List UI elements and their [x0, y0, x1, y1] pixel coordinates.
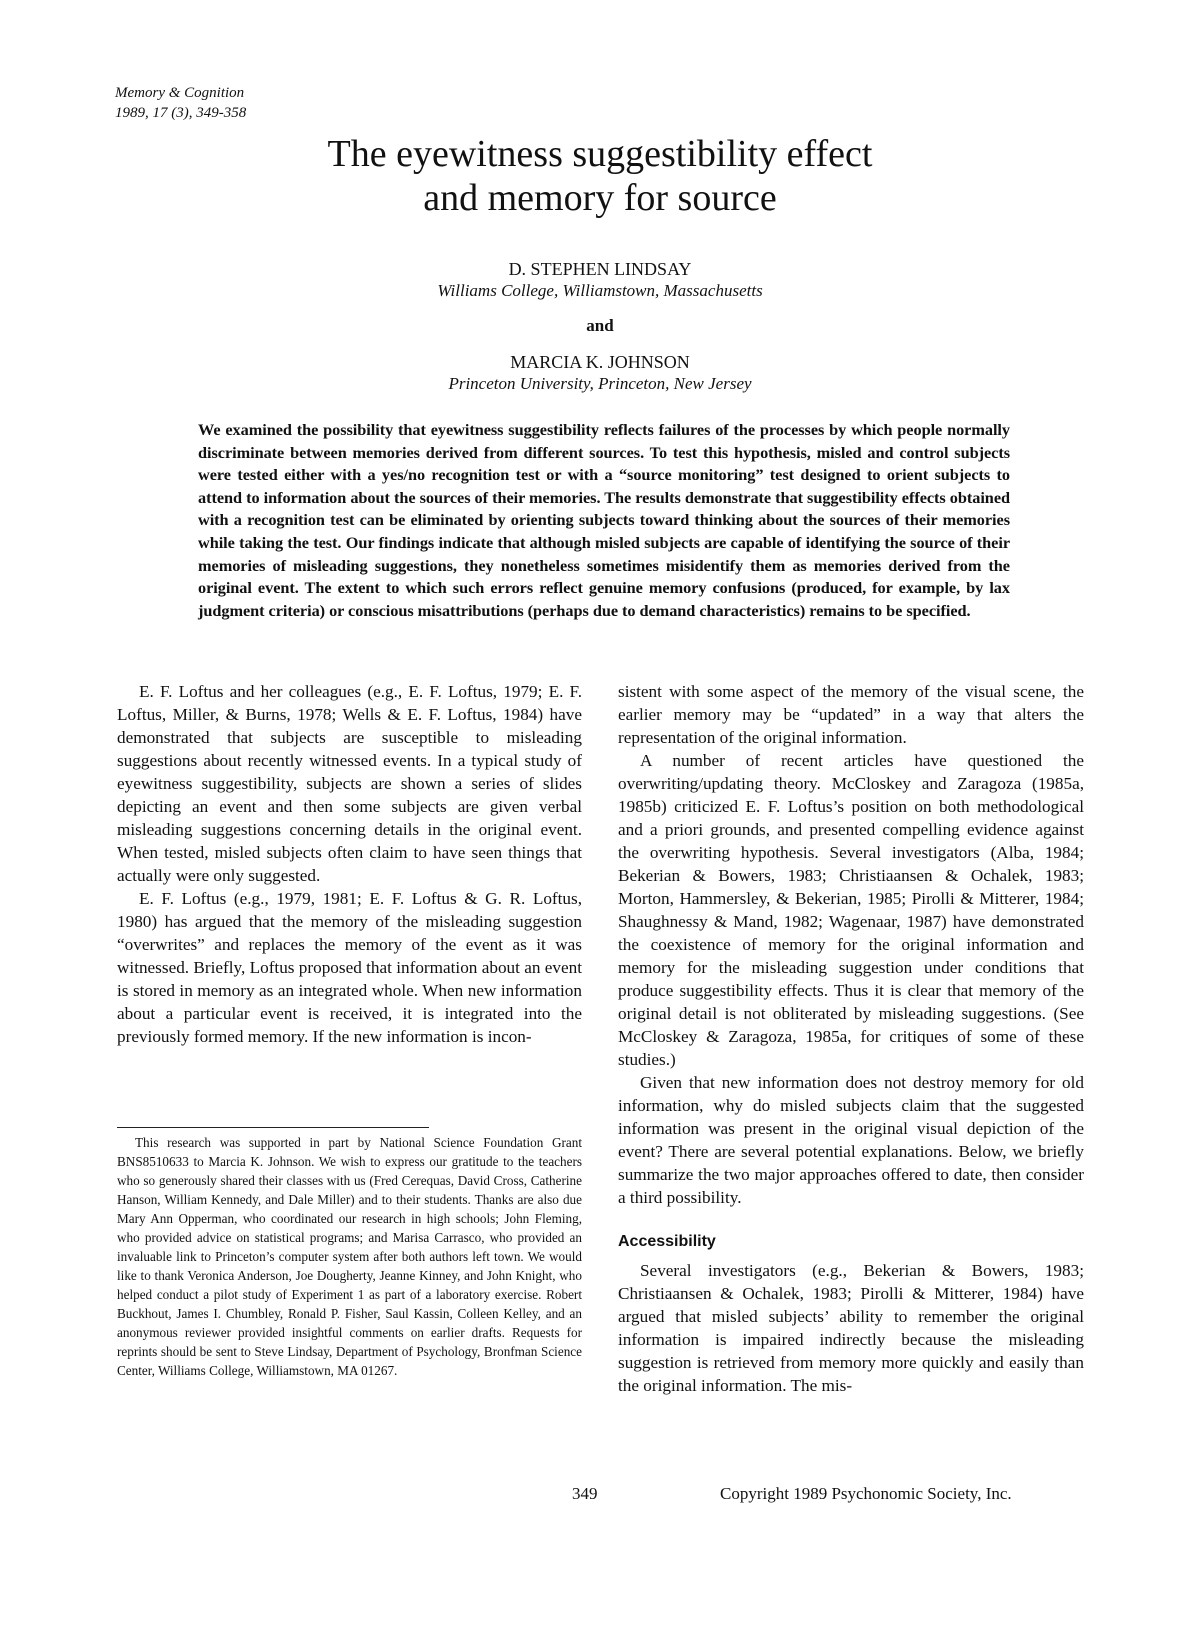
author-conjunction: and	[586, 316, 614, 335]
journal-header	[115, 83, 246, 123]
paper-title	[180, 132, 1020, 220]
footnote-divider	[117, 1127, 429, 1128]
body-paragraph: E. F. Loftus (e.g., 1979, 1981; E. F. Loftus & G. R. Loftus, 1980) has argued that the memory of the misleading suggestion “overwrites” and replaces the memory of the event as it was witnessed. Briefly, Loftus proposed that information about an event is stored in memory as an integrated whole. When new information about a particular event is received, it is integrated into the previously formed memory. If the new information is incon-	[117, 889, 582, 1046]
author-affiliation-1: Williams College, Williamstown, Massachusetts	[437, 281, 763, 300]
body-column-right	[618, 680, 1084, 1397]
body-paragraph: A number of recent articles have questioned the overwriting/updating theory. McCloskey and Zaragoza (1985a, 1985b) criticized E. F. Loftus’s position on both methodological and a priori grounds, and presented compelling evidence against the overwriting hypothesis. Several investigators (Alba, 1984; Bekerian & Bowers, 1983; Christiaansen & Ochalek, 1983; Morton, Hammersley, & Bekerian, 1985; Pirolli & Mitterer, 1984; Shaughnessy & Mand, 1982; Wagenaar, 1987) have demonstrated the coexistence of memory for the original information and memory for the misleading suggestion under conditions that produce suggestibility effects. Thus it is clear that memory of the original detail is not obliterated by misleading suggestions. (See McCloskey & Zaragoza, 1985a, for critiques of some of these studies.)	[618, 751, 1084, 1069]
author-name-2: MARCIA K. JOHNSON	[510, 352, 690, 372]
title-line-1: The eyewitness suggestibility effect	[327, 133, 873, 175]
journal-name: Memory & Cognition	[115, 85, 245, 101]
author-name-1: D. STEPHEN LINDSAY	[508, 259, 692, 279]
title-line-2: and memory for source	[423, 177, 777, 219]
body-paragraph: E. F. Loftus and her colleagues (e.g., E. F. Loftus, 1979; E. F. Loftus, Miller, & Burns, 1978; Wells & E. F. Loftus, 1984) have demonstrated that subjects are susceptible to misleading suggestions about recently witnessed events. In a typical study of eyewitness suggestibility, subjects are shown a series of slides depicting an event and then some subjects are given verbal misleading suggestions concerning details in the original event. When tested, misled subjects often claim to have seen things that actually were only suggested.	[117, 682, 582, 885]
section-heading: Accessibility	[618, 1233, 716, 1250]
author-affiliation-2: Princeton University, Princeton, New Jersey	[448, 374, 752, 393]
author-block	[250, 258, 950, 395]
journal-citation: 1989, 17 (3), 349-358	[115, 105, 247, 121]
copyright-notice: Copyright 1989 Psychonomic Society, Inc.	[720, 1484, 1012, 1503]
body-paragraph: Several investigators (e.g., Bekerian & Bowers, 1983; Christiaansen & Ochalek, 1983; Pirolli & Mitterer, 1984) have argued that misled subjects’ ability to remember the original information is impaired indirectly because the misleading suggestion is retrieved from memory more quickly and easily than the original information. The mis-	[618, 1261, 1084, 1395]
body-paragraph: Given that new information does not destroy memory for old information, why do misled subjects claim that the suggested information was present in the original visual depiction of the event? There are several potential explanations. Below, we briefly summarize the two major approaches offered to date, then consider a third possibility.	[618, 1073, 1084, 1207]
body-paragraph: sistent with some aspect of the memory of the visual scene, the earlier memory may be “updated” in a way that alters the representation of the original information.	[618, 682, 1084, 747]
abstract: We examined the possibility that eyewitness suggestibility reflects failures of the processes by which people normally discriminate between memories derived from different sources. To test this hypothesis, misled and control subjects were tested either with a yes/no recognition test or with a “source monitoring” test designed to orient subjects to attend to information about the sources of their memories. The results demonstrate that suggestibility effects obtained with a recognition test can be eliminated by orienting subjects toward thinking about the sources of their memories while taking the test. Our findings indicate that although misled subjects are capable of identifying the source of their memories of misleading suggestions, they nonetheless sometimes misidentify them as memories derived from the original event. The extent to which such errors reflect genuine memory confusions (produced, for example, by lax judgment criteria) or conscious misattributions (perhaps due to demand characteristics) remains to be specified.	[198, 420, 1010, 620]
footnote: This research was supported in part by National Science Foundation Grant BNS8510633 to Marcia K. Johnson. We wish to express our gratitude to the teachers who so generously shared their classes with us (Fred Cerequas, David Cross, Catherine Hanson, William Kennedy, and Dale Miller) and to their students. Thanks are also due Mary Ann Opperman, who coordinated our research in high schools; John Fleming, who provided advice on statistical programs; and Marisa Carrasco, who provided an invaluable link to Princeton’s computer system after both authors left town. We would like to thank Veronica Anderson, Joe Dougherty, Jeanne Kinney, and John Knight, who helped conduct a pilot study of Experiment 1 as part of a laboratory exercise. Robert Buckhout, James I. Chumbley, Ronald P. Fisher, Saul Kassin, Colleen Kelley, and an anonymous reviewer provided insightful comments on earlier drafts. Requests for reprints should be sent to Steve Lindsay, Department of Psychology, Bronfman Science Center, Williams College, Williamstown, MA 01267.	[117, 1135, 582, 1378]
body-column-left	[117, 680, 582, 1048]
page-number: 349	[572, 1484, 598, 1503]
